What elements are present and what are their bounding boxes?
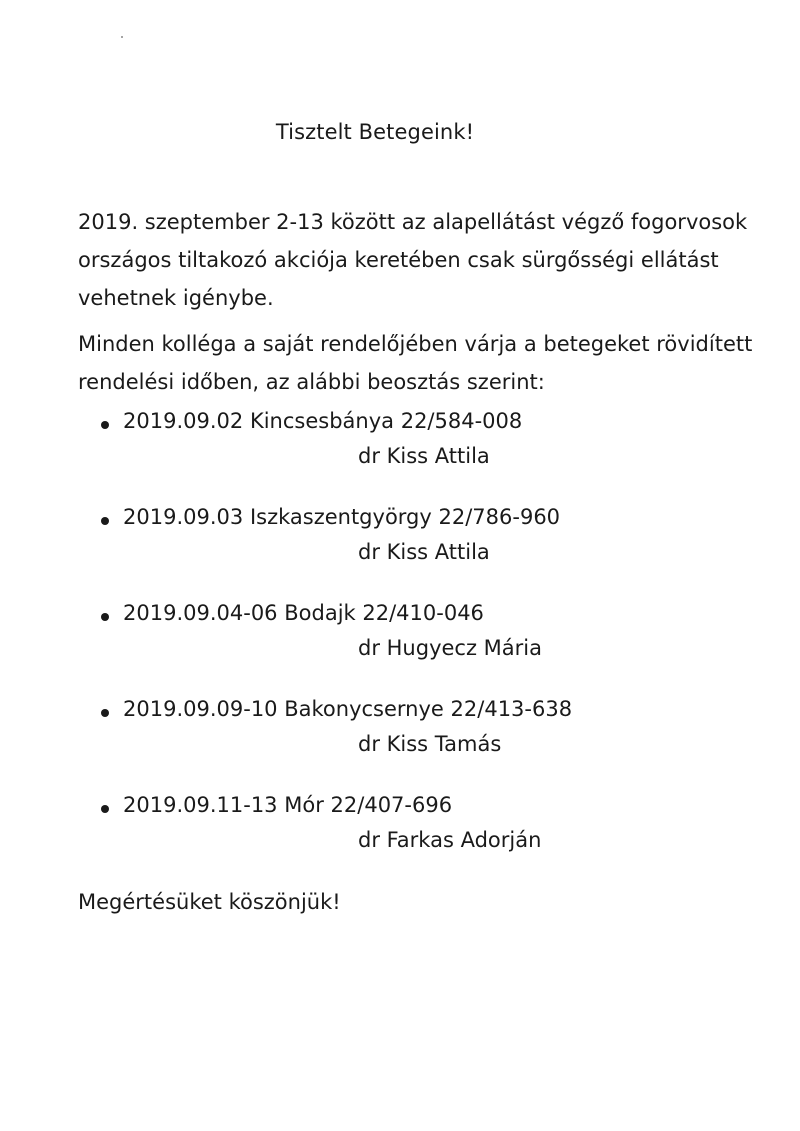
schedule-place: Mór — [284, 793, 324, 817]
bullet-icon — [101, 421, 109, 429]
schedule-item — [0, 599, 800, 695]
schedule-date: 2019.09.02 — [123, 409, 244, 433]
schedule-date: 2019.09.03 — [123, 505, 244, 529]
page-title: Tisztelt Betegeink! — [275, 120, 475, 144]
schedule-doctor: dr Kiss Tamás — [358, 732, 502, 756]
schedule-doctor: dr Kiss Attila — [358, 540, 490, 564]
schedule-item — [0, 407, 800, 503]
schedule-line — [123, 505, 560, 529]
schedule-item — [0, 503, 800, 599]
instructions-paragraph: Minden kolléga a saját rendelőjében várja a betegeket rövidített rendelési időben, az alábbi beosztás szerint: — [78, 332, 753, 394]
schedule-doctor: dr Hugyecz Mária — [358, 636, 542, 660]
bullet-icon — [101, 709, 109, 717]
schedule-item — [0, 695, 800, 791]
schedule-line — [123, 409, 522, 433]
scan-speck — [121, 36, 123, 38]
schedule-line — [123, 793, 452, 817]
schedule-date: 2019.09.09-10 — [123, 697, 278, 721]
bullet-icon — [101, 805, 109, 813]
schedule-doctor: dr Kiss Attila — [358, 444, 490, 468]
schedule-phone: 22/413-638 — [450, 697, 573, 721]
schedule-item — [0, 791, 800, 887]
bullet-icon — [101, 517, 109, 525]
schedule-phone: 22/410-046 — [362, 601, 484, 625]
schedule-phone: 22/786-960 — [438, 505, 561, 529]
schedule-line — [123, 601, 484, 625]
schedule-phone: 22/584-008 — [400, 409, 523, 433]
schedule-place: Kincsesbánya — [249, 409, 395, 433]
schedule-list — [0, 407, 800, 887]
closing-text: Megértésüket köszönjük! — [78, 890, 341, 914]
schedule-doctor: dr Farkas Adorján — [358, 828, 542, 852]
schedule-phone: 22/407-696 — [330, 793, 453, 817]
intro-paragraph: 2019. szeptember 2-13 között az alapellátást végző fogorvosok országos tiltakozó akciója keretében csak sürgősségi ellátást vehetnek igénybe. — [78, 210, 748, 310]
bullet-icon — [101, 613, 109, 621]
schedule-place: Bakonycsernye — [284, 697, 444, 721]
schedule-place: Bodajk — [284, 601, 356, 625]
schedule-line — [123, 697, 572, 721]
schedule-place: Iszkaszentgyörgy — [249, 505, 432, 529]
schedule-date: 2019.09.04-06 — [123, 601, 278, 625]
schedule-date: 2019.09.11-13 — [123, 793, 278, 817]
